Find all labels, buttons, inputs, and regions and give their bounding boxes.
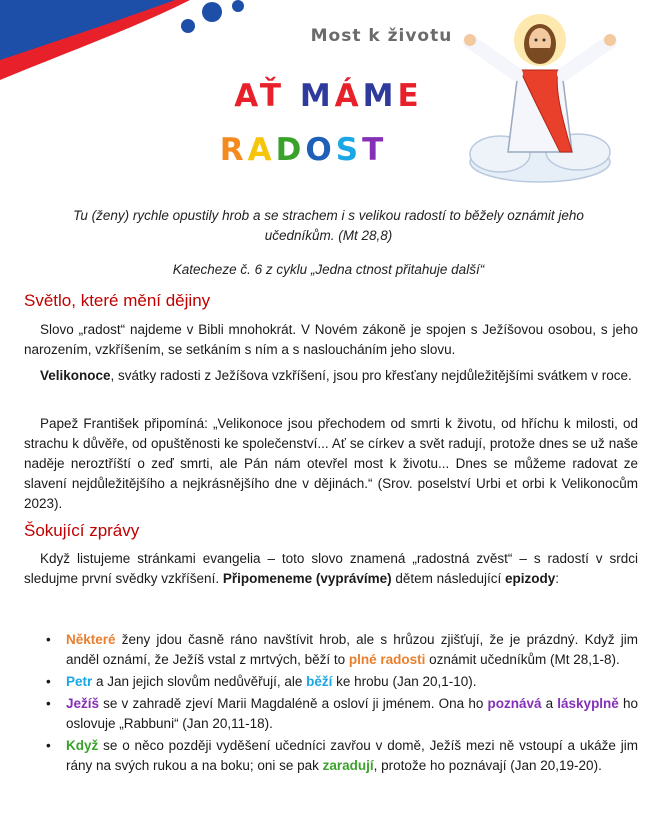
bullet-icon: • (46, 696, 51, 711)
paragraph (24, 549, 638, 589)
bible-quote: Tu (ženy) rychle opustily hrob a se strachem i s velikou radostí to běžely oznámit jeho učedníkům. (Mt 28,8) (73, 208, 584, 243)
item-text: a Jan jejich slovům nedůvěřují, ale (92, 674, 307, 689)
paragraph: Papež František připomíná: „Velikonoce jsou přechodem od smrti k životu, od hříchu k milosti, od strachu k důvěře, od opuštěnosti ke společenství... Ať se církev a svět radují, protože dnes se už naše naděje neroztříští o zeď smrti, ale Pán nám otevřel most k životu... Dnes se můžeme radovat ze slavení nejdůležitějšího a nejkrásnějšího dne v dějinách.“ (Srov. poselství Urbi et orbi k Velikonocům 2023). (24, 416, 638, 511)
highlight-text: Ježíš (66, 696, 100, 711)
bullet-icon: • (46, 738, 51, 753)
series-subtitle: Most k životu (310, 26, 453, 46)
bold-text: Velikonoce (40, 368, 111, 383)
highlight-text: láskyplně (557, 696, 619, 711)
list-item (44, 672, 638, 692)
title-letter: A (234, 78, 260, 114)
item-text: a (541, 696, 558, 711)
item-text: , protože ho poznávají (Jan 20,19-20). (373, 758, 602, 773)
paragraph (24, 366, 638, 386)
title-letter: R (219, 132, 248, 168)
paragraph-text: , svátky radosti z Ježíšova vzkříšení, jsou pro křesťany nejdůležitějšími svátkem v roce. (110, 368, 632, 383)
title-letter: M (362, 78, 398, 114)
episode-list (44, 630, 638, 778)
highlight-text: plné radosti (348, 652, 426, 667)
title-letter: Á (334, 78, 363, 114)
bullet-icon: • (46, 632, 51, 647)
paragraph: Slovo „radost“ najdeme v Bibli mnohokrát. V Novém zákoně je spojen s Ježíšovou osobou, s jeho narozením, vzkříšením, se setkáním s ním a s nasloucháním jeho slovu. (24, 322, 638, 357)
item-text: ho oslovuje „Rabbuni“ (Jan 20,11-18). (66, 696, 638, 731)
item-text: se v zahradě zjeví Marii Magdaléně a osloví ji jménem. Ona ho (99, 696, 488, 711)
highlight-text: běží (306, 674, 333, 689)
risen-jesus-icon (460, 2, 620, 188)
highlight-text: Některé (66, 632, 116, 647)
list-item (44, 694, 638, 734)
bold-text: Připomeneme (vyprávíme) (222, 571, 392, 586)
title-letter: Ť (259, 78, 286, 114)
bullet-icon: • (46, 674, 51, 689)
list-item (44, 630, 638, 670)
highlight-text: poznává (487, 696, 542, 711)
title-letter: D (275, 132, 306, 168)
item-text: ke hrobu (Jan 20,1-10). (332, 674, 477, 689)
section-heading: Šokující zprávy (24, 521, 140, 540)
title-letter: E (397, 78, 423, 114)
bold-text: epizody (504, 571, 556, 586)
highlight-text: Petr (66, 674, 93, 689)
section-heading: Světlo, které mění dějiny (24, 291, 211, 310)
title-letter: S (335, 132, 363, 168)
catechesis-label: Katecheze č. 6 z cyklu „Jedna ctnost přitahuje další“ (172, 262, 485, 277)
list-item (44, 736, 638, 776)
highlight-text: Když (66, 738, 99, 753)
paragraph-text: : (555, 571, 560, 586)
paragraph-text: Když listujeme stránkami evangelia – toto slovo znamená „radostná zvěst“ – s radostí v srdci sledujme první svědky vzkříšení. (24, 551, 638, 586)
title-letter: M (299, 78, 335, 114)
item-text: oznámit učedníkům (Mt 28,1-8). (425, 652, 620, 667)
title-letter: A (247, 132, 276, 168)
item-text: se o něco později vyděšení učedníci zavřou v domě, Ježíš mezi ně vstoupí a ukáže jim rány na svých rukou a na boku; oni se pak (66, 738, 638, 773)
item-text: ženy jdou časně ráno navštívit hrob, ale s hrůzou zjišťují, že je prázdný. Když jim anděl oznámí, že Ježíš vstal z mrtvých, běží to (66, 632, 638, 667)
title-letter (285, 78, 300, 114)
title-letter: O (305, 132, 336, 168)
title-letter: T (362, 132, 388, 168)
paragraph-text: dětem následující (391, 571, 505, 586)
highlight-text: zaradují (322, 758, 374, 773)
